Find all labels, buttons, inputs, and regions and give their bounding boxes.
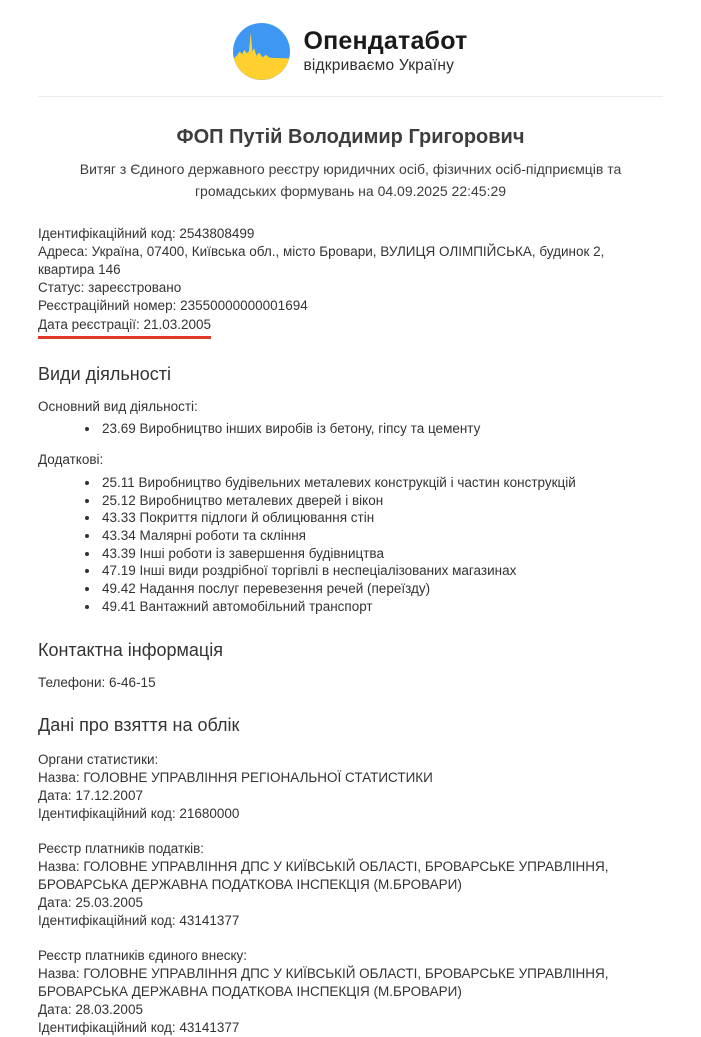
id-code-line: Ідентифікаційний код: 2543808499 [38,225,255,241]
activity-item: • 25.12 Виробництво металевих дверей і вікон [100,492,663,510]
opendatabot-flag-pulse-icon [233,23,290,80]
additional-activities-label: Додаткові: [38,452,104,468]
accounting-record-taxes [38,840,663,930]
section-accounting [38,715,663,1036]
activities-heading: Види діяльності [38,363,171,384]
activity-item: • 25.11 Виробництво будівельних металевих конструкцій і частин конструкцій [100,474,663,492]
phones-line: Телефони: 6-46-15 [38,675,156,691]
record-type-label: Органи статистики: [38,752,159,768]
record-date: Дата: 25.03.2005 [38,895,143,911]
activity-item: • 47.19 Інші види роздрібної торгівлі в неспеціалізованих магазинах [100,562,663,580]
registration-details [38,225,663,339]
logo-brand: Опендатабот [303,26,468,55]
contact-heading: Контактна інформація [38,640,223,661]
record-name: Назва: ГОЛОВНЕ УПРАВЛІННЯ ДПС У КИЇВСЬКІЙ ОБЛАСТІ, БРОВАРСЬКЕ УПРАВЛІННЯ, БРОВАРСЬКА ДЕРЖАВНА ПОДАТКОВА ІНСПЕКЦІЯ (М.БРОВАРИ) [38,965,609,999]
accounting-record-single-contribution [38,947,663,1037]
header-divider [38,96,663,97]
record-date: Дата: 28.03.2005 [38,1001,143,1017]
opendatabot-logo [38,0,663,80]
record-code: Ідентифікаційний код: 43141377 [38,913,240,929]
activity-item: • 23.69 Виробництво інших виробів із бетону, гіпсу та цементу [100,420,663,438]
registration-date-line [38,315,663,339]
activity-item: • 43.39 Інші роботи із завершення будівництва [100,545,663,563]
record-name: Назва: ГОЛОВНЕ УПРАВЛІННЯ РЕГІОНАЛЬНОЇ СТАТИСТИКИ [38,770,433,786]
page-subtitle: Витяг з Єдиного державного реєстру юридичних осіб, фізичних осіб-підприємців та громадських формувань на 04.09.2025 22:45:29 [79,161,622,200]
section-contact [38,640,663,690]
section-activities [38,364,663,616]
primary-activity-list [38,420,663,438]
additional-activities-list [38,474,663,615]
accounting-record-statistics [38,751,663,823]
activity-item: • 49.41 Вантажний автомобільний транспорт [100,598,663,616]
activity-item: • 43.34 Малярні роботи та скління [100,527,663,545]
accounting-heading: Дані про взяття на облік [38,715,240,736]
activity-item: • 49.42 Надання послуг перевезення речей (переїзду) [100,580,663,598]
record-date: Дата: 17.12.2007 [38,788,143,804]
page-title: ФОП Путій Володимир Григорович [176,126,525,148]
primary-activity-label: Основний вид діяльності: [38,398,198,414]
record-code: Ідентифікаційний код: 21680000 [38,806,240,822]
logo-text [303,28,467,75]
record-name: Назва: ГОЛОВНЕ УПРАВЛІННЯ ДПС У КИЇВСЬКІЙ ОБЛАСТІ, БРОВАРСЬКЕ УПРАВЛІННЯ, БРОВАРСЬКА ДЕРЖАВНА ПОДАТКОВА ІНСПЕКЦІЯ (М.БРОВАРИ) [38,859,609,893]
registration-date-annotation: Дата реєстрації: 21.03.2005 [38,316,211,339]
status-line: Статус: зареєстровано [38,279,182,295]
record-type-label: Реєстр платників єдиного внеску: [38,948,248,964]
logo-tagline: відкриваємо Україну [303,57,455,75]
record-type-label: Реєстр платників податків: [38,841,205,857]
address-line: Адреса: Україна, 07400, Київська обл., місто Бровари, ВУЛИЦЯ ОЛІМПІЙСЬКА, будинок 2, квартира 146 [38,243,605,277]
record-code: Ідентифікаційний код: 43141377 [38,1019,240,1035]
registration-number-line: Реєстраційний номер: 23550000000001694 [38,297,308,313]
activity-item: • 43.33 Покриття підлоги й облицювання стін [100,509,663,527]
